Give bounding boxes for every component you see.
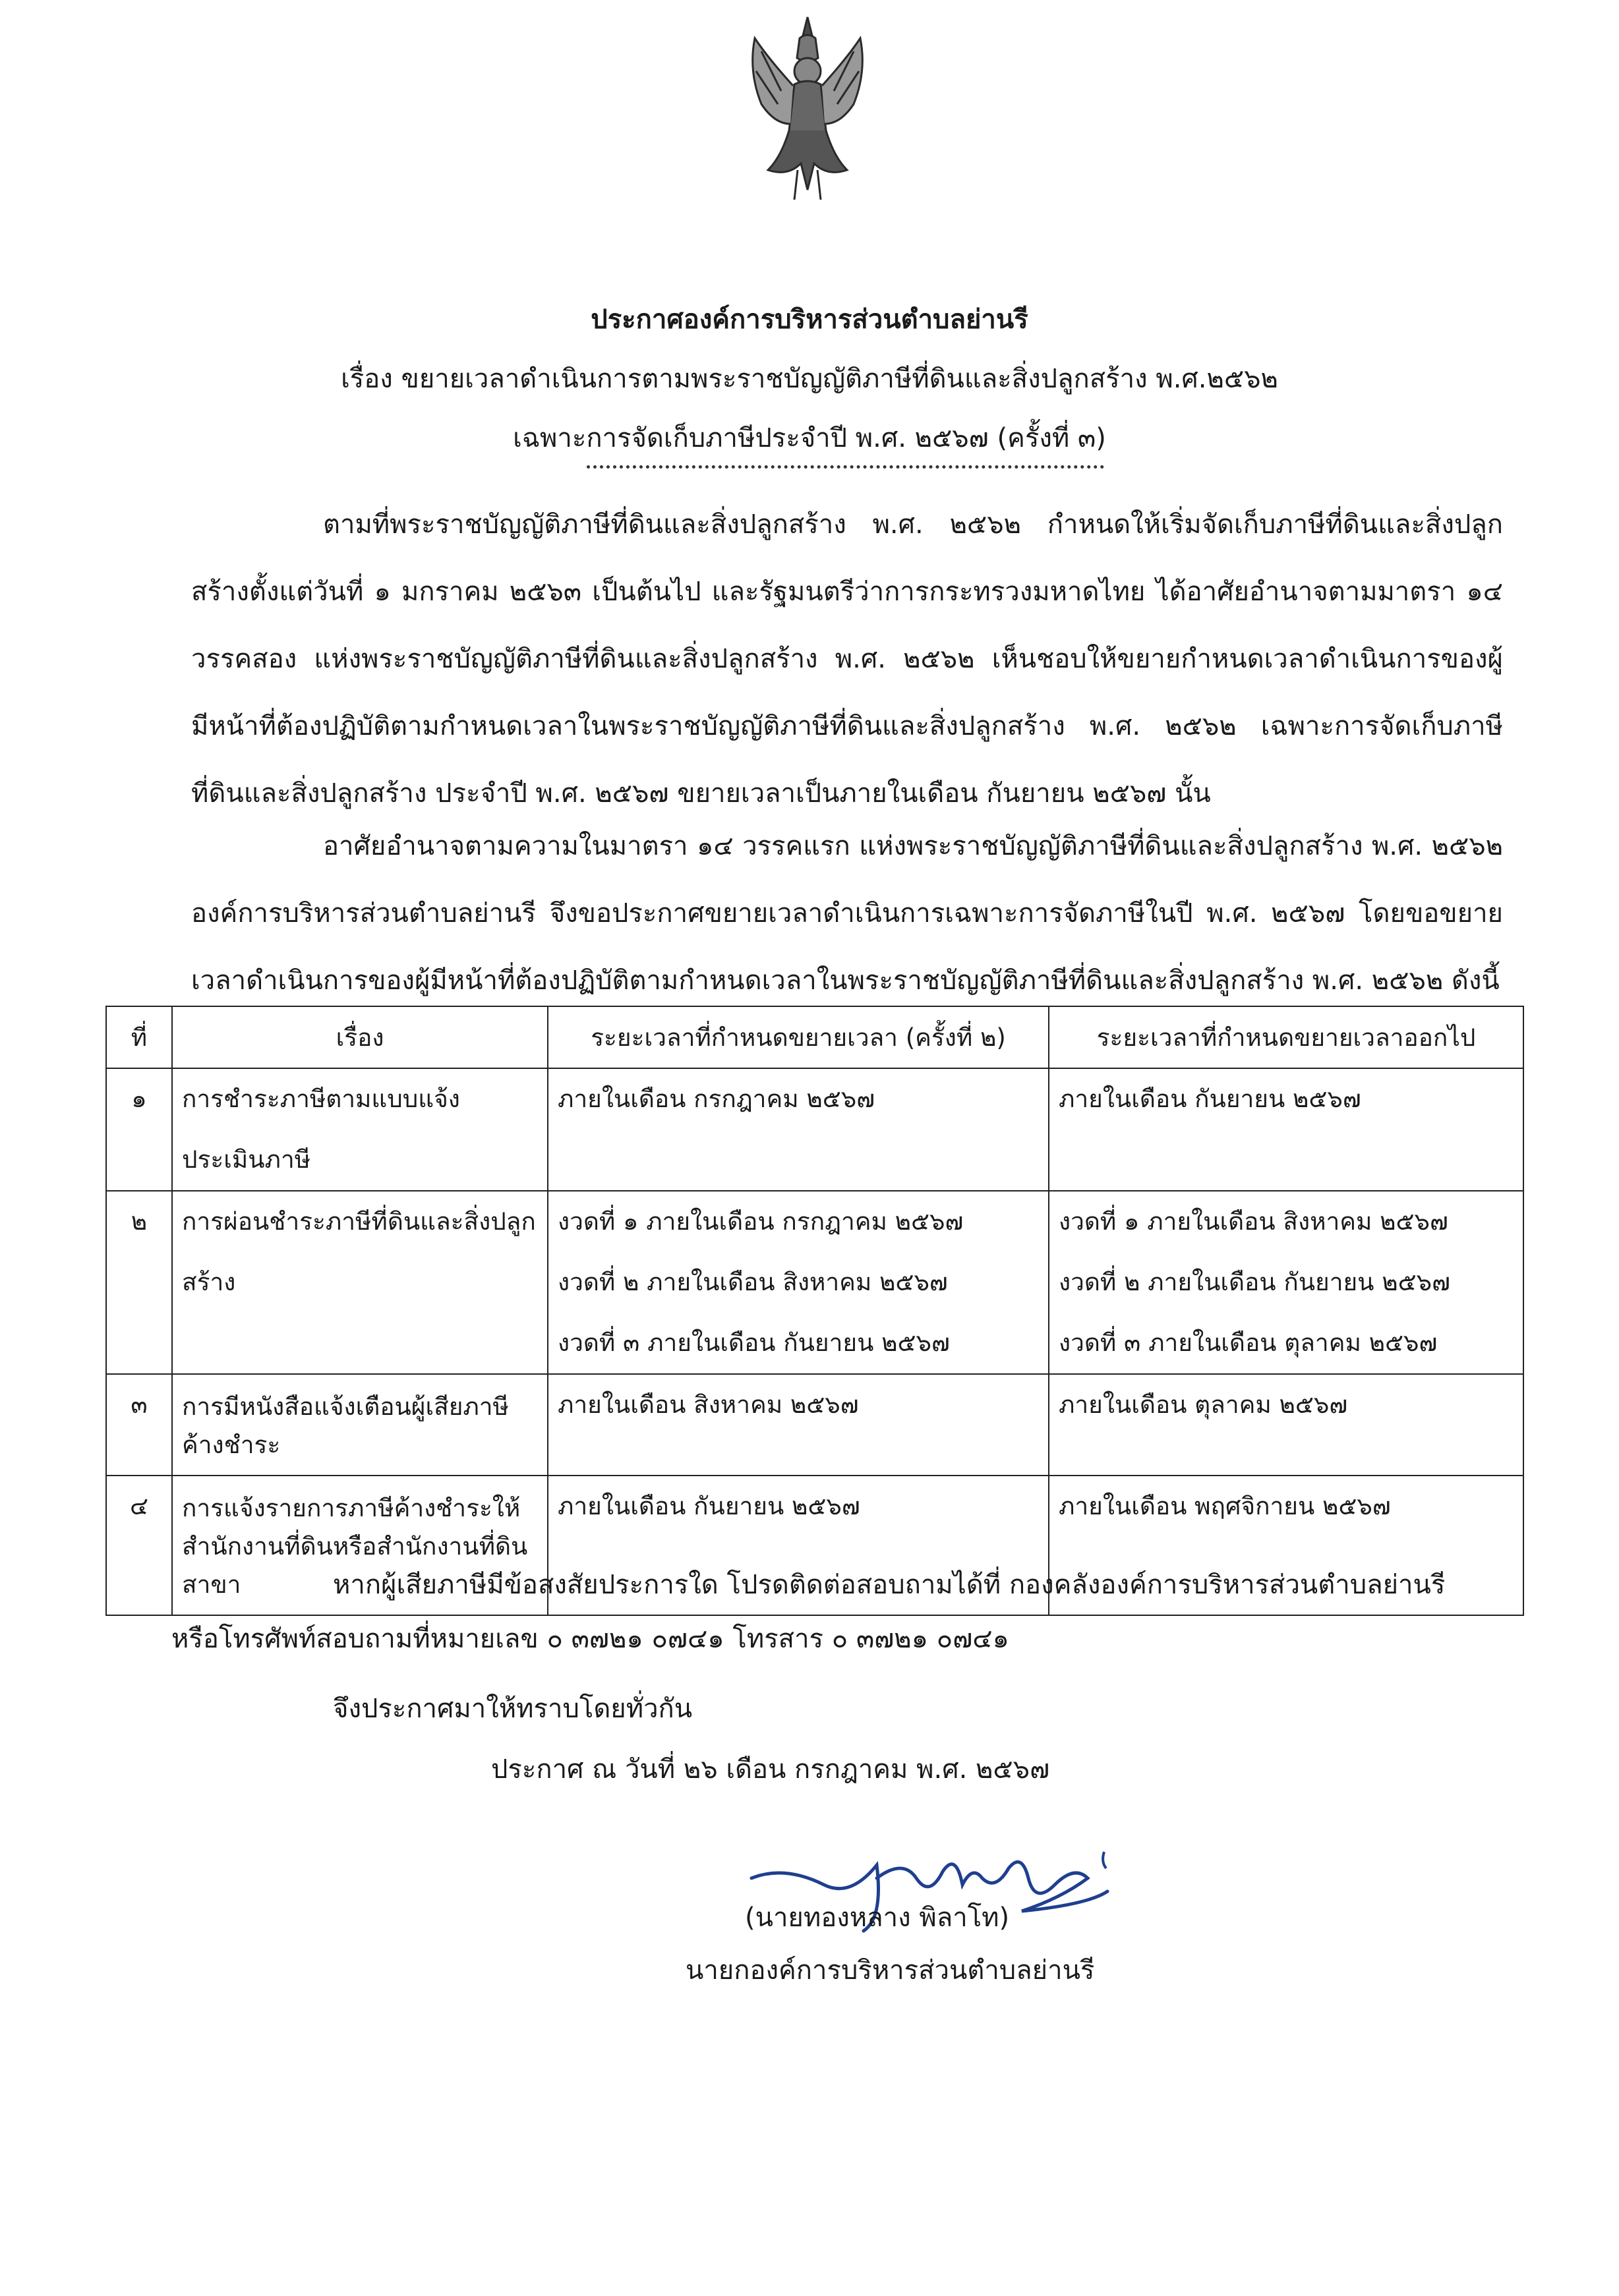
page-title: ประกาศองค์การบริหารส่วนตำบลย่านรี: [591, 304, 1028, 335]
row-extended-deadline: ภายในเดือน พฤศจิกายน ๒๕๖๗: [1049, 1476, 1523, 1615]
title-divider: [587, 465, 1104, 469]
signer-name: (นายทองหลาง พิลาโท): [745, 1903, 1010, 1933]
body-paragraph-1: [191, 491, 1503, 827]
row-number: ๓: [106, 1374, 172, 1476]
announcement-subject: เรื่อง ขยายเวลาดำเนินการตามพระราชบัญญัติภาษีที่ดินและสิ่งปลูกสร้าง พ.ศ.๒๕๖๒: [341, 364, 1278, 394]
announcement-subtitle: เฉพาะการจัดเก็บภาษีประจำปี พ.ศ. ๒๕๖๗ (ครั้งที่ ๓): [513, 423, 1106, 453]
row-previous-deadline: ภายในเดือน กันยายน ๒๕๖๗: [548, 1476, 1049, 1615]
installment-line: งวดที่ ๑ ภายในเดือน สิงหาคม ๒๕๖๗: [1059, 1207, 1448, 1236]
installment-line: งวดที่ ๑ ภายในเดือน กรกฎาคม ๒๕๖๗: [558, 1207, 964, 1236]
body-paragraph-2-text: อาศัยอำนาจตามความในมาตรา ๑๔ วรรคแรก แห่งพระราชบัญญัติภาษีที่ดินและสิ่งปลูกสร้าง พ.ศ. ๒๕๖๒ องค์การบริหารส่วนตำบลย่านรี จึงขอประกาศขยายเวลาดำเนินการเฉพาะการจัดภาษีในปี พ.ศ. ๒๕๖๗ โดยขอขยายเวลาดำเนินการของผู้มีหน้าที่ต้องปฏิบัติตามกำหนดเวลาในพระราชบัญญัติภาษีที่ดินและสิ่งปลูกสร้าง พ.ศ. ๒๕๖๒ ดังนี้: [191, 831, 1503, 996]
body-paragraph-1-text: ตามที่พระราชบัญญัติภาษีที่ดินและสิ่งปลูกสร้าง พ.ศ. ๒๕๖๒ กำหนดให้เริ่มจัดเก็บภาษีที่ดินและสิ่งปลูกสร้างตั้งแต่วันที่ ๑ มกราคม ๒๕๖๓ เป็นต้นไป และรัฐมนตรีว่าการกระทรวงมหาดไทย ได้อาศัยอำนาจตามมาตรา ๑๔ วรรคสอง แห่งพระราชบัญญัติภาษีที่ดินและสิ่งปลูกสร้าง พ.ศ. ๒๕๖๒ เห็นชอบให้ขยายกำหนดเวลาดำเนินการของผู้มีหน้าที่ต้องปฏิบัติตามกำหนดเวลาในพระราชบัญญัติภาษีที่ดินและสิ่งปลูกสร้าง พ.ศ. ๒๕๖๒ เฉพาะการจัดเก็บภาษีที่ดินและสิ่งปลูกสร้าง ประจำปี พ.ศ. ๒๕๖๗ ขยายเวลาเป็นภายในเดือน กันยายน ๒๕๖๗ นั้น: [191, 509, 1503, 809]
row-subject-text: การแจ้งรายการภาษีค้างชำระให้สำนักงานที่ดินหรือสำนักงานที่ดินสาขา: [182, 1494, 528, 1599]
row-subject-text: การมีหนังสือแจ้งเตือนผู้เสียภาษีค้างชำระ: [182, 1392, 509, 1459]
extension-schedule-table: [105, 1006, 1524, 1616]
row-previous-deadline: [548, 1191, 1049, 1374]
column-header-previous-deadline: ระยะเวลาที่กำหนดขยายเวลา (ครั้งที่ ๒): [548, 1006, 1049, 1068]
announcement-header: [0, 290, 1619, 468]
contact-line-2: หรือโทรศัพท์สอบถามที่หมายเลข ๐ ๓๗๒๑ ๐๗๔๑ โทรสาร ๐ ๓๗๒๑ ๐๗๔๑: [171, 1624, 1009, 1654]
installment-line: งวดที่ ๓ ภายในเดือน ตุลาคม ๒๕๖๗: [1059, 1329, 1438, 1357]
table-row: [106, 1068, 1523, 1191]
row-subject: [172, 1374, 548, 1476]
installment-line: งวดที่ ๒ ภายในเดือน กันยายน ๒๕๖๗: [1059, 1268, 1450, 1296]
row-number: ๑: [106, 1068, 172, 1191]
table-header-row: [106, 1006, 1523, 1068]
contact-line-1: หากผู้เสียภาษีมีข้อสงสัยประการใด โปรดติดต่อสอบถามได้ที่ กองคลังองค์การบริหารส่วนตำบลย่านรี: [333, 1570, 1446, 1600]
column-header-subject: เรื่อง: [172, 1006, 548, 1068]
installment-line: งวดที่ ๒ ภายในเดือน สิงหาคม ๒๕๖๗: [558, 1268, 948, 1296]
garuda-emblem-icon: [742, 12, 873, 210]
column-header-no: ที่: [106, 1006, 172, 1068]
body-paragraph-2: [191, 813, 1503, 1014]
row-extended-deadline: ภายในเดือน กันยายน ๒๕๖๗: [1049, 1068, 1523, 1191]
row-number: ๔: [106, 1476, 172, 1615]
row-extended-deadline: ภายในเดือน ตุลาคม ๒๕๖๗: [1049, 1374, 1523, 1476]
announcement-date: ประกาศ ณ วันที่ ๒๖ เดือน กรกฎาคม พ.ศ. ๒๕๖๗: [491, 1754, 1050, 1785]
row-previous-deadline: ภายในเดือน กรกฎาคม ๒๕๖๗: [548, 1068, 1049, 1191]
row-subject: การผ่อนชำระภาษีที่ดินและสิ่งปลูกสร้าง: [172, 1191, 548, 1374]
closing-announcement: จึงประกาศมาให้ทราบโดยทั่วกัน: [333, 1694, 693, 1724]
row-number: ๒: [106, 1191, 172, 1374]
row-previous-deadline: ภายในเดือน สิงหาคม ๒๕๖๗: [548, 1374, 1049, 1476]
table-row: [106, 1374, 1523, 1476]
installment-line: งวดที่ ๓ ภายในเดือน กันยายน ๒๕๖๗: [558, 1329, 950, 1357]
signer-position: นายกองค์การบริหารส่วนตำบลย่านรี: [686, 1955, 1095, 1986]
table-row: [106, 1191, 1523, 1374]
row-extended-deadline: [1049, 1191, 1523, 1374]
row-subject: การชำระภาษีตามแบบแจ้งประเมินภาษี: [172, 1068, 548, 1191]
column-header-extended-deadline: ระยะเวลาที่กำหนดขยายเวลาออกไป: [1049, 1006, 1523, 1068]
